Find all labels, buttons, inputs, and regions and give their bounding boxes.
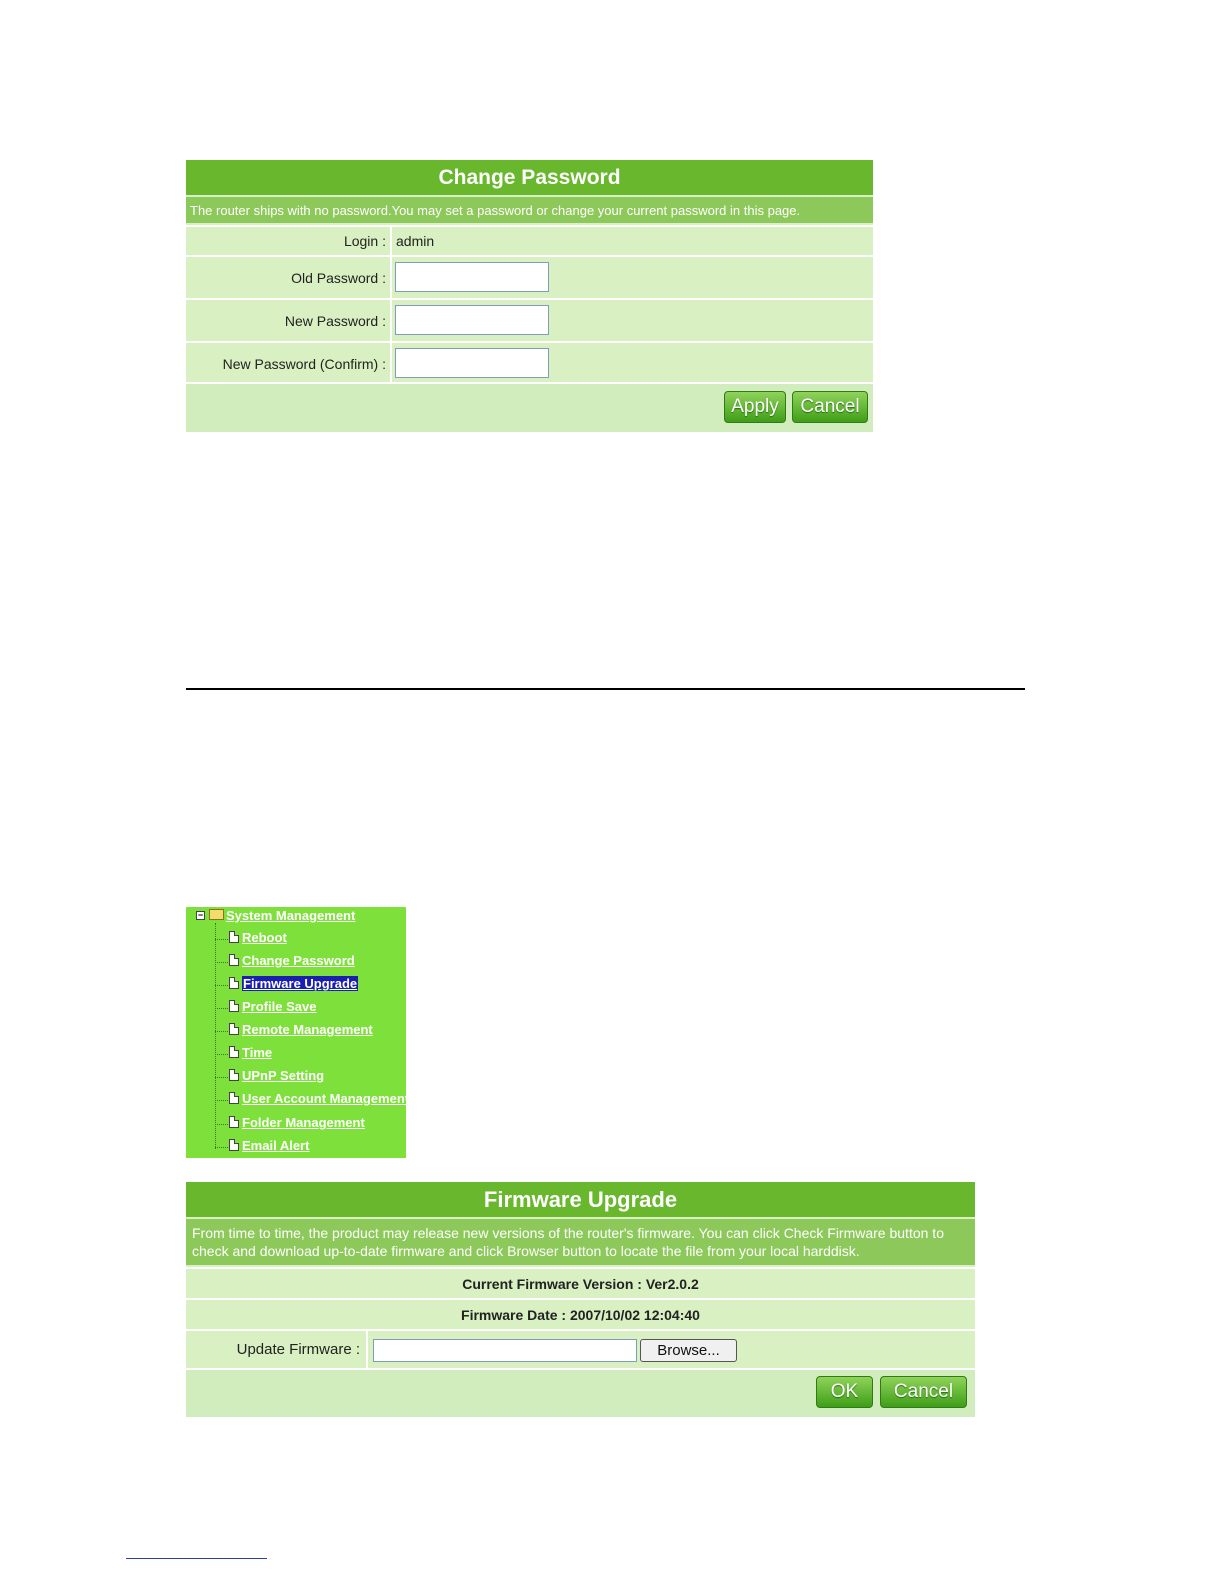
tree-item-firmware-upgrade[interactable] [186,975,406,995]
change-password-title: Change Password [186,160,873,195]
old-password-row [186,255,873,298]
cancel-button[interactable]: Cancel [880,1376,967,1408]
row-divider [390,227,392,255]
tree-item-label[interactable]: Remote Management [242,1022,373,1037]
document-icon [229,1139,239,1151]
tree-branch [215,1147,228,1148]
row-divider [390,257,392,298]
tree-item-time[interactable] [186,1044,406,1064]
tree-root-label[interactable]: System Management [226,908,356,923]
cancel-button[interactable]: Cancel [792,391,868,423]
document-icon [229,954,239,966]
new-password-row [186,298,873,341]
row-divider [366,1331,368,1368]
new-password-input[interactable] [395,305,549,335]
tree-item-profile-save[interactable] [186,998,406,1018]
document-icon [229,1046,239,1058]
tree-root-system-management[interactable] [186,907,406,925]
tree-item-reboot[interactable] [186,929,406,949]
tree-branch [215,985,228,986]
confirm-password-input[interactable] [395,348,549,378]
row-divider [390,300,392,341]
tree-item-label[interactable]: Change Password [242,953,355,968]
confirm-password-row [186,341,873,384]
change-password-actions [186,382,873,432]
document-icon [229,931,239,943]
document-icon [229,1116,239,1128]
login-label: Login : [343,233,386,249]
document-icon [229,1092,239,1104]
tree-branch [215,1124,228,1125]
tree-item-folder-management[interactable] [186,1114,406,1134]
footnote-rule [126,1558,267,1559]
document-icon [229,1069,239,1081]
firmware-upgrade-description: From time to time, the product may release new versions of the router's firmware. You can click Check Firmware button to check and download up-to-date firmware and click Browser button to locate the file from your local harddisk. [186,1219,975,1265]
tree-item-email-alert[interactable] [186,1137,406,1157]
tree-branch [215,1008,228,1009]
new-password-label: New Password : [284,312,386,329]
document-icon [229,1023,239,1035]
update-firmware-label: Update Firmware : [236,1341,360,1358]
change-password-panel [186,160,873,432]
row-divider [390,343,392,384]
document-icon [229,977,239,989]
update-firmware-row [186,1329,975,1368]
collapse-icon[interactable]: − [197,910,204,920]
tree-item-label[interactable]: User Account Management [242,1091,410,1106]
firmware-upgrade-title: Firmware Upgrade [186,1182,975,1217]
tree-item-change-password[interactable] [186,952,406,972]
tree-item-label[interactable]: Reboot [242,930,287,945]
browse-button[interactable]: Browse... [640,1339,737,1362]
old-password-input[interactable] [395,262,549,292]
tree-item-label[interactable]: Time [242,1045,273,1060]
current-firmware-version: Current Firmware Version : Ver2.0.2 [186,1267,975,1298]
tree-branch [215,1031,228,1032]
folder-icon [209,909,224,920]
tree-branch [215,1077,228,1078]
tree-item-label[interactable]: UPnP Setting [242,1068,325,1083]
login-row [186,225,873,255]
tree-branch [215,1100,228,1101]
tree-branch [215,939,228,940]
tree-item-user-account-management[interactable] [186,1090,410,1110]
page-separator [186,688,1025,690]
ok-button[interactable]: OK [816,1376,873,1408]
tree-branch [215,962,228,963]
tree-item-label[interactable]: Folder Management [242,1115,365,1130]
tree-item-label[interactable]: Email Alert [242,1138,310,1153]
tree-branch [215,1054,228,1055]
firmware-actions [186,1368,975,1417]
firmware-file-input[interactable] [373,1339,637,1362]
change-password-description: The router ships with no password.You may set a password or change your current password in this page. [186,197,873,223]
firmware-upgrade-panel [186,1182,975,1417]
firmware-date: Firmware Date : 2007/10/02 12:04:40 [186,1298,975,1329]
confirm-password-label: New Password (Confirm) : [222,355,386,372]
login-value: admin [396,233,435,249]
tree-item-label[interactable]: Firmware Upgrade [243,976,358,991]
old-password-label: Old Password : [291,269,386,286]
tree-item-remote-management[interactable] [186,1021,406,1041]
apply-button[interactable]: Apply [724,391,786,423]
tree-item-upnp-setting[interactable] [186,1067,406,1087]
document-icon [229,1000,239,1012]
tree-item-label[interactable]: Profile Save [242,999,317,1014]
